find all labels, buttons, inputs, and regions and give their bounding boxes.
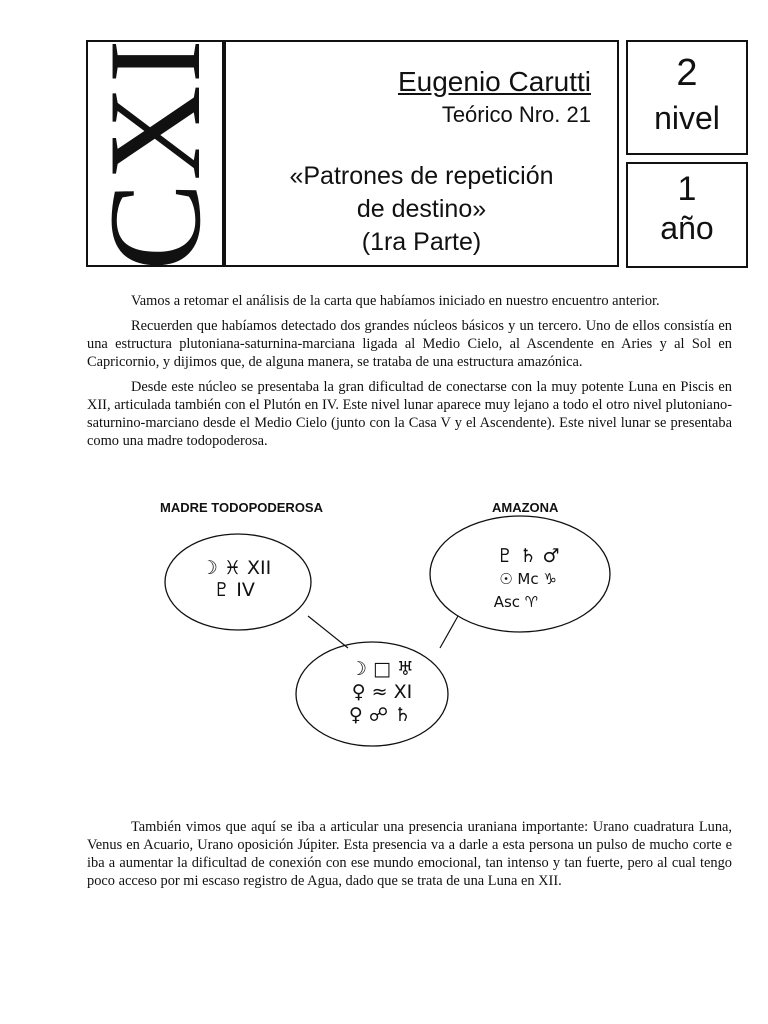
- amazona-line-3: Asc ♈: [493, 593, 539, 611]
- anio-label: año: [660, 210, 714, 246]
- diagram-shapes: [150, 498, 640, 758]
- connector-left-bottom: [308, 616, 348, 648]
- body-text-top: [87, 292, 732, 457]
- title-line: (1ra Parte): [361, 228, 482, 256]
- centro-line-2: ♀ ≈ XI: [351, 681, 413, 703]
- nivel-box: [626, 40, 748, 155]
- cxi-logo-box: [81, 36, 228, 271]
- paragraph: También vimos que aquí se iba a articular una presencia uraniana importante: Urano cuadratura Luna, Venus en Acuario, Urano oposición Júpiter. Esta presencia va a darle a esta persona un pulso de mucho corte e iba a aumentar la dificultad de conexión con ese mundo emocional, tan intenso y tan fuerte, pero al cual tengo poco acceso por mi escaso registro de Agua, dado que se trata de una Luna en XII.: [87, 819, 732, 889]
- anio-box: [626, 162, 748, 268]
- title-line: «Patrones de repetición: [289, 162, 554, 190]
- astro-diagram: [150, 498, 640, 758]
- paragraph: Recuerden que habíamos detectado dos grandes núcleos básicos y un tercero. Uno de ellos consistía en una estructura plutoniana-saturnina-marciana ligada al Medio Cielo, al Ascendente en Aries y al Sol en Capricornio, y dijimos que, de alguna manera, se trataba de una estructura amazónica.: [87, 318, 732, 370]
- lecture-title: [256, 160, 587, 259]
- cxi-logo: CXI: [81, 36, 228, 271]
- label-amazona: AMAZONA: [492, 500, 559, 515]
- amazona-line-2: ☉ Mc ♑: [499, 570, 557, 588]
- label-madre-todopoderosa: MADRE TODOPODEROSA: [160, 500, 323, 515]
- title-line: de destino»: [356, 195, 487, 223]
- paragraph: Desde este núcleo se presentaba la gran dificultad de conectarse con la muy potente Luna en Piscis en XII, articulada también con el Plutón en IV. Este nivel lunar aparece muy lejano a todo el otro nivel plutoniano-saturnino-marciano desde el Medio Cielo (junto con la Casa V y el Ascendente). Este nivel lunar se presentaba como una madre todopoderosa.: [87, 379, 732, 449]
- madre-line-2: ♇ IV: [213, 579, 255, 601]
- connector-right-bottom: [440, 616, 458, 648]
- anio-number: 1: [677, 170, 697, 208]
- paragraph: Vamos a retomar el análisis de la carta que habíamos iniciado en nuestro encuentro anterior.: [131, 293, 660, 309]
- amazona-line-1: ♇ ♄ ♂: [496, 545, 560, 567]
- nivel-number: 2: [676, 52, 698, 94]
- nivel-label: nivel: [654, 100, 720, 136]
- centro-line-3: ♀ ☍ ♄: [348, 704, 412, 726]
- title-box: [224, 40, 619, 267]
- lecture-number: Teórico Nro. 21: [441, 102, 591, 127]
- centro-line-1: ☽ □ ♅: [349, 658, 415, 680]
- author-name: Eugenio Carutti: [397, 66, 591, 97]
- madre-line-1: ☽ ♓ XII: [200, 557, 272, 579]
- body-text-bottom: [87, 818, 732, 897]
